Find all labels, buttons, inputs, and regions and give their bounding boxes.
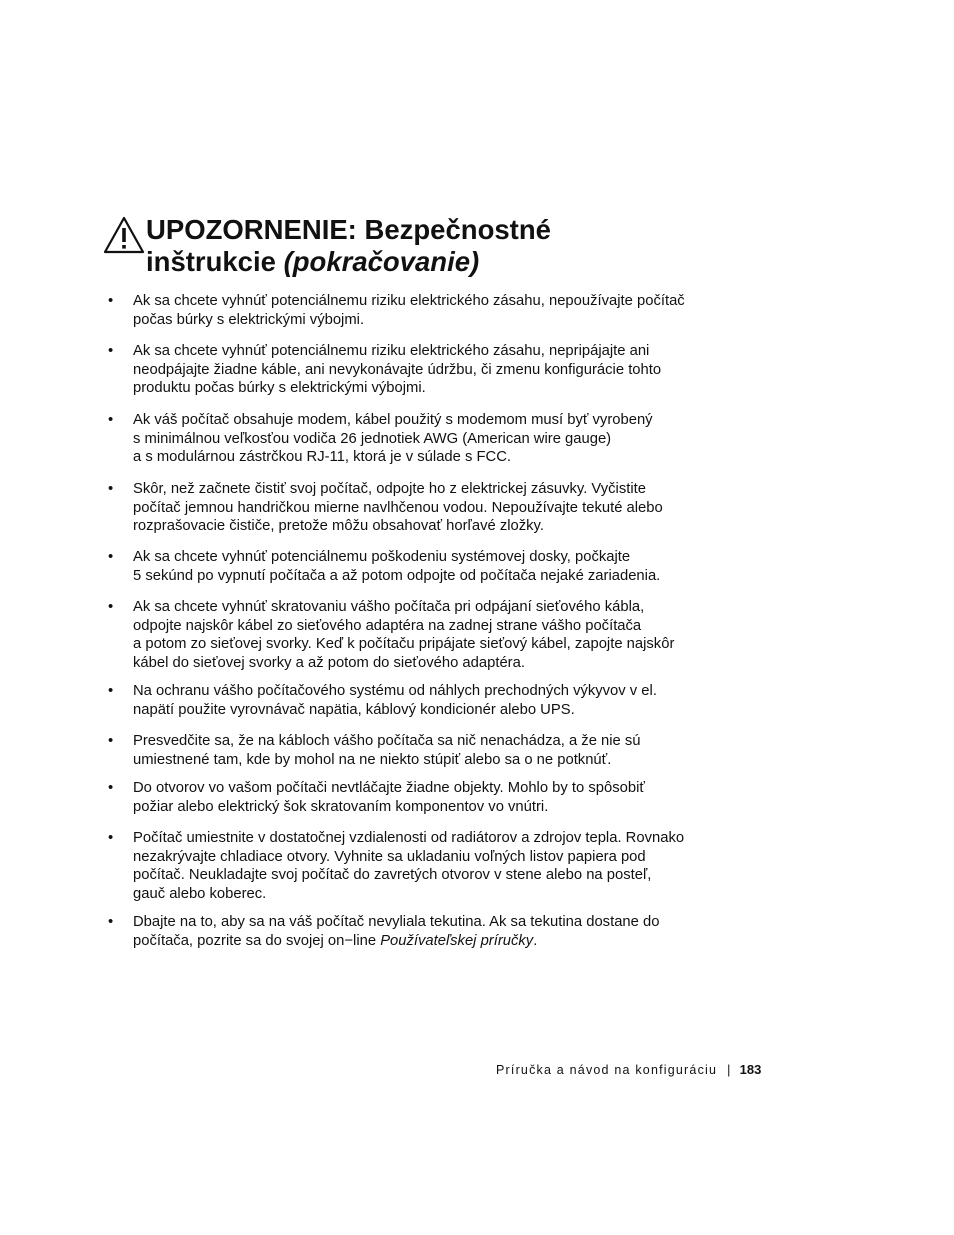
bullet-marker: • [108, 412, 114, 428]
heading-line-2-italic: (pokračovanie) [283, 246, 480, 277]
list-item-line: Počítač umiestnite v dostatočnej vzdialenosti od radiátorov a zdrojov tepla. Rovnako [133, 830, 685, 846]
bullet-marker: • [108, 293, 114, 309]
list-item [103, 292, 723, 329]
list-item [103, 829, 723, 904]
bullet-marker: • [108, 780, 114, 796]
bullet-marker: • [108, 830, 114, 846]
list-item-line: a s modulárnou zástrčkou RJ-11, ktorá je v súlade s FCC. [133, 449, 512, 466]
bullet-marker: • [108, 343, 114, 359]
list-item-line: Presvedčite sa, že na kábloch vášho počítača sa nič nenachádza, a že nie sú [133, 733, 641, 749]
list-item-line: Na ochranu vášho počítačového systému od náhlych prechodných výkyvov v el. [133, 683, 657, 699]
list-item-line: Do otvorov vo vašom počítači nevtláčajte žiadne objekty. Mohlo by to spôsobiť [133, 780, 645, 796]
footer-title: Príručka a návod na konfiguráciu [496, 1063, 718, 1077]
page-number: 183 [739, 1062, 762, 1077]
list-item-line: nezakrývajte chladiace otvory. Vyhnite sa ukladaniu voľných listov papiera pod [133, 848, 646, 865]
footer-separator: | [727, 1063, 732, 1077]
list-item-line: počítač. Neukladajte svoj počítač do zavretých otvorov v stene alebo na posteľ, [133, 867, 652, 884]
list-item-line: požiar alebo elektrický šok skratovaním komponentov vo vnútri. [133, 798, 549, 815]
bullet-marker: • [108, 599, 114, 615]
list-item [103, 342, 723, 398]
list-item-line: produktu počas búrky s elektrickými výbojmi. [133, 380, 426, 397]
list-item [103, 732, 723, 769]
list-item-line: Ak sa chcete vyhnúť potenciálnemu riziku elektrického zásahu, nepripájajte ani [133, 343, 650, 359]
warning-triangle-icon [103, 216, 145, 254]
page-heading [103, 214, 723, 278]
list-item-line: neodpájajte žiadne káble, ani nevykonávajte údržbu, či zmenu konfigurácie tohto [133, 361, 662, 378]
list-item-line: Ak sa chcete vyhnúť skratovaniu vášho počítača pri odpájaní sieťového kábla, [133, 599, 645, 615]
list-item [103, 548, 723, 585]
list-item-line: počas búrky s elektrickými výbojmi. [133, 311, 365, 328]
bullet-marker: • [108, 683, 114, 699]
list-item-line: počítač jemnou handričkou mierne navlhčenou vodou. Nepoužívajte tekuté alebo [133, 499, 663, 516]
manual-title-reference: Používateľskej príručky [380, 932, 534, 949]
list-item-line: Ak váš počítač obsahuje modem, kábel použitý s modemom musí byť vyrobený [133, 412, 653, 428]
list-item [103, 913, 723, 950]
list-item [103, 779, 723, 816]
list-item-line [133, 932, 723, 951]
list-item-line: s minimálnou veľkosťou vodiča 26 jednotiek AWG (American wire gauge) [133, 430, 612, 447]
list-item [103, 682, 723, 719]
list-item-line: napätí použite vyrovnávač napätia, káblový kondicionér alebo UPS. [133, 701, 575, 718]
list-item-line: Skôr, než začnete čistiť svoj počítač, odpojte ho z elektrickej zásuvky. Vyčistite [133, 481, 646, 497]
list-item [103, 411, 723, 467]
list-item-line: Ak sa chcete vyhnúť potenciálnemu poškodeniu systémovej dosky, počkajte [133, 549, 631, 565]
bullet-marker: • [108, 549, 114, 565]
list-item-line: 5 sekúnd po vypnutí počítača a až potom odpojte od počítača nejaké zariadenia. [133, 567, 661, 584]
list-item-line: a potom zo sieťovej svorky. Keď k počítaču pripájate sieťový kábel, zapojte najskôr [133, 636, 675, 653]
heading-line-2 [146, 246, 723, 278]
list-item [103, 598, 723, 673]
list-item-line: gauč alebo koberec. [133, 886, 267, 903]
list-item-line-plain: počítača, pozrite sa do svojej on−line [133, 932, 381, 949]
bullet-marker: • [108, 733, 114, 749]
list-item-line-end: . [533, 932, 538, 949]
list-item-line: Dbajte na to, aby sa na váš počítač nevyliala tekutina. Ak sa tekutina dostane do [133, 914, 660, 930]
list-item-line: umiestnené tam, kde by mohol na ne niekto stúpiť alebo sa o ne potknúť. [133, 751, 612, 768]
heading-line-2-plain: inštrukcie [146, 246, 284, 277]
list-item-line: Ak sa chcete vyhnúť potenciálnemu riziku elektrického zásahu, nepoužívajte počítač [133, 293, 685, 309]
list-item [103, 480, 723, 536]
list-item-line: kábel do sieťovej svorky a až potom do sieťového adaptéra. [133, 655, 525, 672]
list-item-line: odpojte najskôr kábel zo sieťového adaptéra na zadnej strane vášho počítača [133, 617, 642, 634]
bullet-marker: • [108, 481, 114, 497]
heading-line-1: UPOZORNENIE: Bezpečnostné [146, 214, 551, 245]
bullet-marker: • [108, 914, 114, 930]
page-footer [496, 1062, 776, 1077]
list-item-line: rozprašovacie čističe, pretože môžu obsahovať horľavé zložky. [133, 518, 544, 535]
